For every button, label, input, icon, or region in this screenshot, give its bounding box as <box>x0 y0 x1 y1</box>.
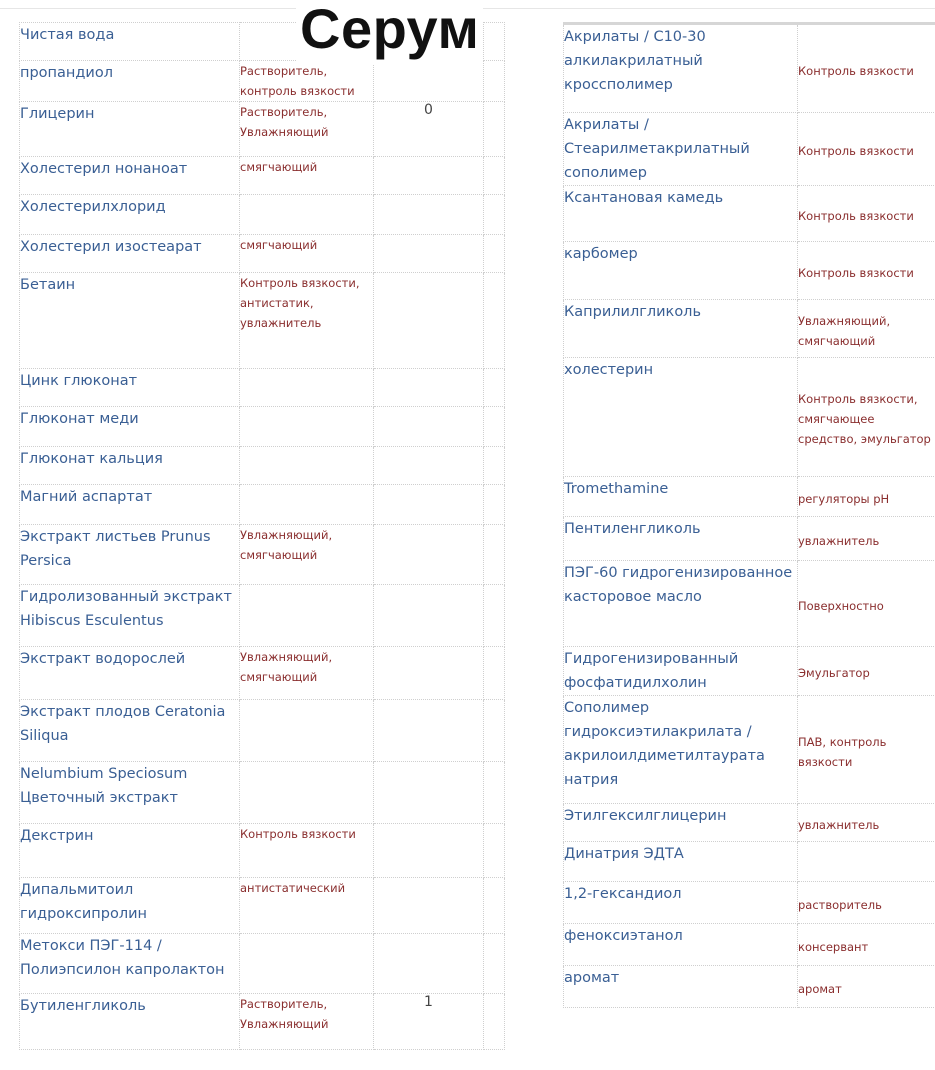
ingredient-function <box>240 700 374 762</box>
empty-cell <box>484 525 505 585</box>
ingredient-name: Дипальмитоил гидроксипролин <box>20 878 240 934</box>
ingredient-name: Экстракт плодов Ceratonia Siliqua <box>20 700 240 762</box>
ingredient-name: Nelumbium Speciosum Цветочный экстракт <box>20 762 240 824</box>
table-row <box>564 804 935 842</box>
table-row <box>20 235 505 273</box>
empty-cell <box>484 647 505 700</box>
ingredient-function: Контроль вязкости <box>798 242 935 300</box>
ingredient-name: Глюконат меди <box>20 407 240 447</box>
ingredient-name: Декстрин <box>20 824 240 878</box>
ingredient-name: холестерин <box>564 358 798 477</box>
ingredient-name: Каприлилгликоль <box>564 300 798 358</box>
ingredient-name: Чистая вода <box>20 23 240 61</box>
ingredient-function: смягчающий <box>240 235 374 273</box>
table-row <box>564 561 935 647</box>
empty-cell <box>484 700 505 762</box>
ingredient-rating <box>374 762 484 824</box>
ingredient-name: Экстракт листьев Prunus Persica <box>20 525 240 585</box>
ingredient-function: Контроль вязкости, смягчающее средство, эмульгатор <box>798 358 935 477</box>
ingredient-name: Холестерилхлорид <box>20 195 240 235</box>
empty-cell <box>484 61 505 102</box>
empty-cell <box>484 824 505 878</box>
table-row <box>20 994 505 1050</box>
ingredient-function: Увлажняющий, смягчающий <box>240 525 374 585</box>
table-row <box>20 762 505 824</box>
empty-cell <box>484 235 505 273</box>
ingredient-function <box>240 934 374 994</box>
ingredients-table-left <box>19 22 505 1050</box>
table-row <box>564 882 935 924</box>
ingredient-function: регуляторы pH <box>798 477 935 517</box>
ingredient-function: Контроль вязкости <box>798 113 935 186</box>
ingredient-name: пропандиол <box>20 61 240 102</box>
ingredient-function <box>240 195 374 235</box>
ingredient-rating <box>374 700 484 762</box>
ingredient-name: Сополимер гидроксиэтилакрилата / акрилоилдиметилтаурата натрия <box>564 696 798 804</box>
ingredient-function: Растворитель, Увлажняющий <box>240 994 374 1050</box>
ingredient-rating <box>374 369 484 407</box>
empty-cell <box>484 585 505 647</box>
ingredient-rating <box>374 447 484 485</box>
ingredient-function <box>798 842 935 882</box>
empty-cell <box>484 102 505 157</box>
ingredient-name: феноксиэтанол <box>564 924 798 966</box>
table-row <box>20 102 505 157</box>
ingredient-rating <box>374 235 484 273</box>
ingredient-name: Метокси ПЭГ-114 / Полиэпсилон капролактон <box>20 934 240 994</box>
ingredient-name: Бетаин <box>20 273 240 369</box>
empty-cell <box>484 447 505 485</box>
table-row <box>20 700 505 762</box>
ingredient-function: Растворитель, контроль вязкости <box>240 61 374 102</box>
table-row <box>20 157 505 195</box>
ingredient-rating <box>374 525 484 585</box>
page-title: Серум <box>296 0 483 64</box>
empty-cell <box>484 369 505 407</box>
empty-cell <box>484 157 505 195</box>
ingredient-function: Контроль вязкости <box>798 24 935 113</box>
ingredient-rating <box>374 407 484 447</box>
empty-cell <box>484 934 505 994</box>
ingredient-name: Этилгексилглицерин <box>564 804 798 842</box>
ingredient-rating <box>374 61 484 102</box>
ingredient-name: 1,2-гександиол <box>564 882 798 924</box>
ingredient-rating: 0 <box>374 102 484 157</box>
table-row <box>20 485 505 525</box>
table-row <box>20 273 505 369</box>
ingredient-name: Гидролизованный экстракт Hibiscus Esculentus <box>20 585 240 647</box>
ingredient-function: консервант <box>798 924 935 966</box>
ingredient-name: Tromethamine <box>564 477 798 517</box>
ingredient-function <box>240 762 374 824</box>
table-row <box>564 358 935 477</box>
table-row <box>564 113 935 186</box>
table-row <box>564 966 935 1008</box>
ingredient-rating <box>374 647 484 700</box>
ingredient-rating <box>374 157 484 195</box>
table-row <box>564 696 935 804</box>
ingredient-rating: 1 <box>374 994 484 1050</box>
table-row <box>20 195 505 235</box>
empty-cell <box>484 195 505 235</box>
ingredient-function: Контроль вязкости <box>240 824 374 878</box>
table-row <box>564 242 935 300</box>
ingredient-function: антистатический <box>240 878 374 934</box>
ingredient-function <box>240 447 374 485</box>
ingredient-rating <box>374 195 484 235</box>
ingredient-function: Эмульгатор <box>798 647 935 696</box>
empty-cell <box>484 273 505 369</box>
table-row <box>564 186 935 242</box>
table-row <box>20 447 505 485</box>
ingredient-function: Поверхностно <box>798 561 935 647</box>
ingredient-name: Акрилаты / C10-30 алкилакрилатный кроссполимер <box>564 24 798 113</box>
ingredient-name: Холестерил изостеарат <box>20 235 240 273</box>
ingredient-name: аромат <box>564 966 798 1008</box>
ingredient-function <box>240 369 374 407</box>
empty-cell <box>484 878 505 934</box>
ingredient-name: Цинк глюконат <box>20 369 240 407</box>
table-row <box>20 61 505 102</box>
ingredient-function: Увлажняющий, смягчающий <box>240 647 374 700</box>
ingredient-function <box>240 407 374 447</box>
table-row <box>20 878 505 934</box>
table-row <box>20 824 505 878</box>
ingredient-rating <box>374 878 484 934</box>
table-row <box>564 300 935 358</box>
ingredient-name: карбомер <box>564 242 798 300</box>
ingredient-function: Увлажняющий, смягчающий <box>798 300 935 358</box>
ingredient-name: Динатрия ЭДТА <box>564 842 798 882</box>
table-row <box>20 525 505 585</box>
ingredient-function: аромат <box>798 966 935 1008</box>
ingredient-rating <box>374 824 484 878</box>
table-row <box>20 934 505 994</box>
table-row <box>564 647 935 696</box>
ingredient-name: Гидрогенизированный фосфатидилхолин <box>564 647 798 696</box>
ingredient-function: увлажнитель <box>798 804 935 842</box>
ingredient-function: увлажнитель <box>798 517 935 561</box>
ingredient-function: смягчающий <box>240 157 374 195</box>
ingredient-name: Экстракт водорослей <box>20 647 240 700</box>
table-row <box>564 842 935 882</box>
table-row <box>564 477 935 517</box>
ingredient-function: Растворитель, Увлажняющий <box>240 102 374 157</box>
ingredient-function: Контроль вязкости <box>798 186 935 242</box>
ingredient-rating <box>374 485 484 525</box>
ingredient-rating <box>374 273 484 369</box>
ingredient-function: растворитель <box>798 882 935 924</box>
empty-cell <box>484 23 505 61</box>
table-row <box>564 24 935 113</box>
ingredient-name: ПЭГ-60 гидрогенизированное касторовое масло <box>564 561 798 647</box>
table-row <box>564 924 935 966</box>
empty-cell <box>484 994 505 1050</box>
empty-cell <box>484 485 505 525</box>
ingredient-function: Контроль вязкости, антистатик, увлажнитель <box>240 273 374 369</box>
ingredient-function: ПАВ, контроль вязкости <box>798 696 935 804</box>
ingredient-function <box>240 585 374 647</box>
table-row <box>20 647 505 700</box>
table-row <box>564 517 935 561</box>
empty-cell <box>484 762 505 824</box>
ingredient-name: Бутиленгликоль <box>20 994 240 1050</box>
ingredient-name: Акрилаты / Стеарилметакрилатный сополимер <box>564 113 798 186</box>
ingredient-rating <box>374 585 484 647</box>
ingredients-table-right <box>563 22 935 1008</box>
table-row <box>20 369 505 407</box>
table-row <box>20 407 505 447</box>
empty-cell <box>484 407 505 447</box>
ingredient-name: Магний аспартат <box>20 485 240 525</box>
ingredient-name: Пентиленгликоль <box>564 517 798 561</box>
table-row <box>20 585 505 647</box>
ingredient-name: Глюконат кальция <box>20 447 240 485</box>
ingredient-name: Ксантановая камедь <box>564 186 798 242</box>
ingredient-function <box>240 485 374 525</box>
ingredient-rating <box>374 934 484 994</box>
ingredient-name: Холестерил нонаноат <box>20 157 240 195</box>
ingredient-name: Глицерин <box>20 102 240 157</box>
